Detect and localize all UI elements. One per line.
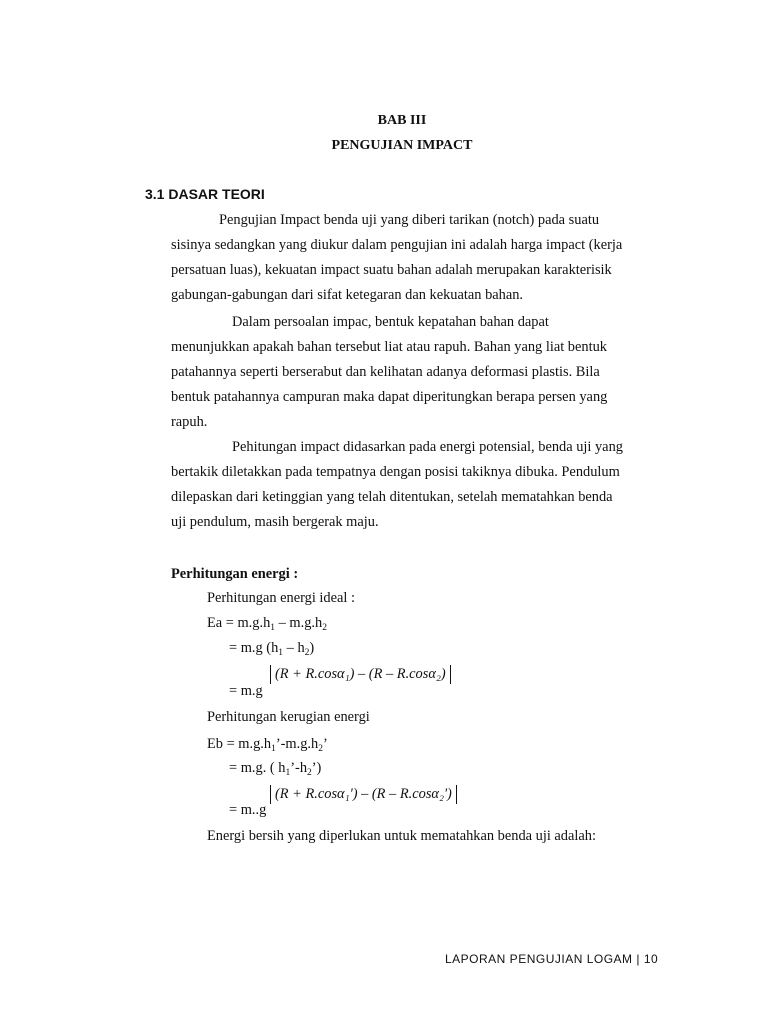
paragraph-1 [171,208,658,308]
paragraph-line: bentuk patahannya campuran maka dapat diperitungkan berapa persen yang [171,389,608,405]
chapter-label: BAB III [377,113,427,128]
paragraph-line: persatuan luas), kekuatan impact suatu bahan adalah merupakan karakterisik [171,262,612,278]
ea-equation-line-2: = m.g $(h_1 - h_2)$ [229,640,315,658]
paragraph-line: uji pendulum, masih bergerak maju. [171,514,379,530]
energy-heading: Perhitungan energi : [171,566,299,582]
page-footer: LAPORAN PENGUJIAN LOGAM | 10 [445,952,659,966]
section-heading: 3.1 DASAR TEORI [145,186,265,202]
ea-formula: (R + R.cosα₁) – (R – R.cosα₂) [270,665,451,684]
ea-equation-line-3: = m.g [229,683,263,699]
eb-formula: (R + R.cosα₁') – (R – R.cosα₂') [270,785,457,804]
ideal-energy-label: Perhitungan energi ideal : [207,590,355,606]
eb-equation-line-3: = m..g [229,802,267,818]
paragraph-line: Pengujian Impact benda uji yang diberi tarikan (notch) pada suatu [219,212,600,228]
paragraph-line: bertakik diletakkan pada tempatnya dengan posisi takiknya dibuka. Pendulum [171,464,620,480]
paragraph-line: sisinya sedangkan yang diukur dalam pengujian ini adalah harga impact (kerja [171,237,623,253]
net-energy-label: Energi bersih yang diperlukan untuk mematahkan benda uji adalah: [207,828,596,844]
paragraph-line: Dalam persoalan impac, bentuk kepatahan bahan dapat [232,314,549,330]
paragraph-line: patahannya seperti berserabut dan kelihatan adanya deformasi plastis. Bila [171,364,600,380]
ea-equation-line-1: $Ea = m.g.h_1 - m.g.h_2$ [207,615,327,633]
paragraph-line: dilepaskan dari ketinggian yang telah ditentukan, setelah mematahkan benda [171,489,613,505]
loss-energy-label: Perhitungan kerugian energi [207,709,370,725]
paragraph-line: Pehitungan impact didasarkan pada energi potensial, benda uji yang [232,439,623,455]
paragraph-line: gabungan-gabungan dari sifat ketegaran dan kekuatan bahan. [171,287,524,303]
eb-equation-line-2: = m.g. ( $h_1’-h_2$’) [229,760,322,778]
chapter-title: PENGUJIAN IMPACT [331,138,473,153]
paragraph-2 [171,310,658,435]
paragraph-line: menunjukkan apakah bahan tersebut liat atau rapuh. Bahan yang liat bentuk [171,339,607,355]
paragraph-3 [171,435,658,535]
paragraph-line: rapuh. [171,414,208,430]
eb-equation-line-1: $Eb = m.g.h_1’-m.g.h_2$’ [207,736,328,754]
